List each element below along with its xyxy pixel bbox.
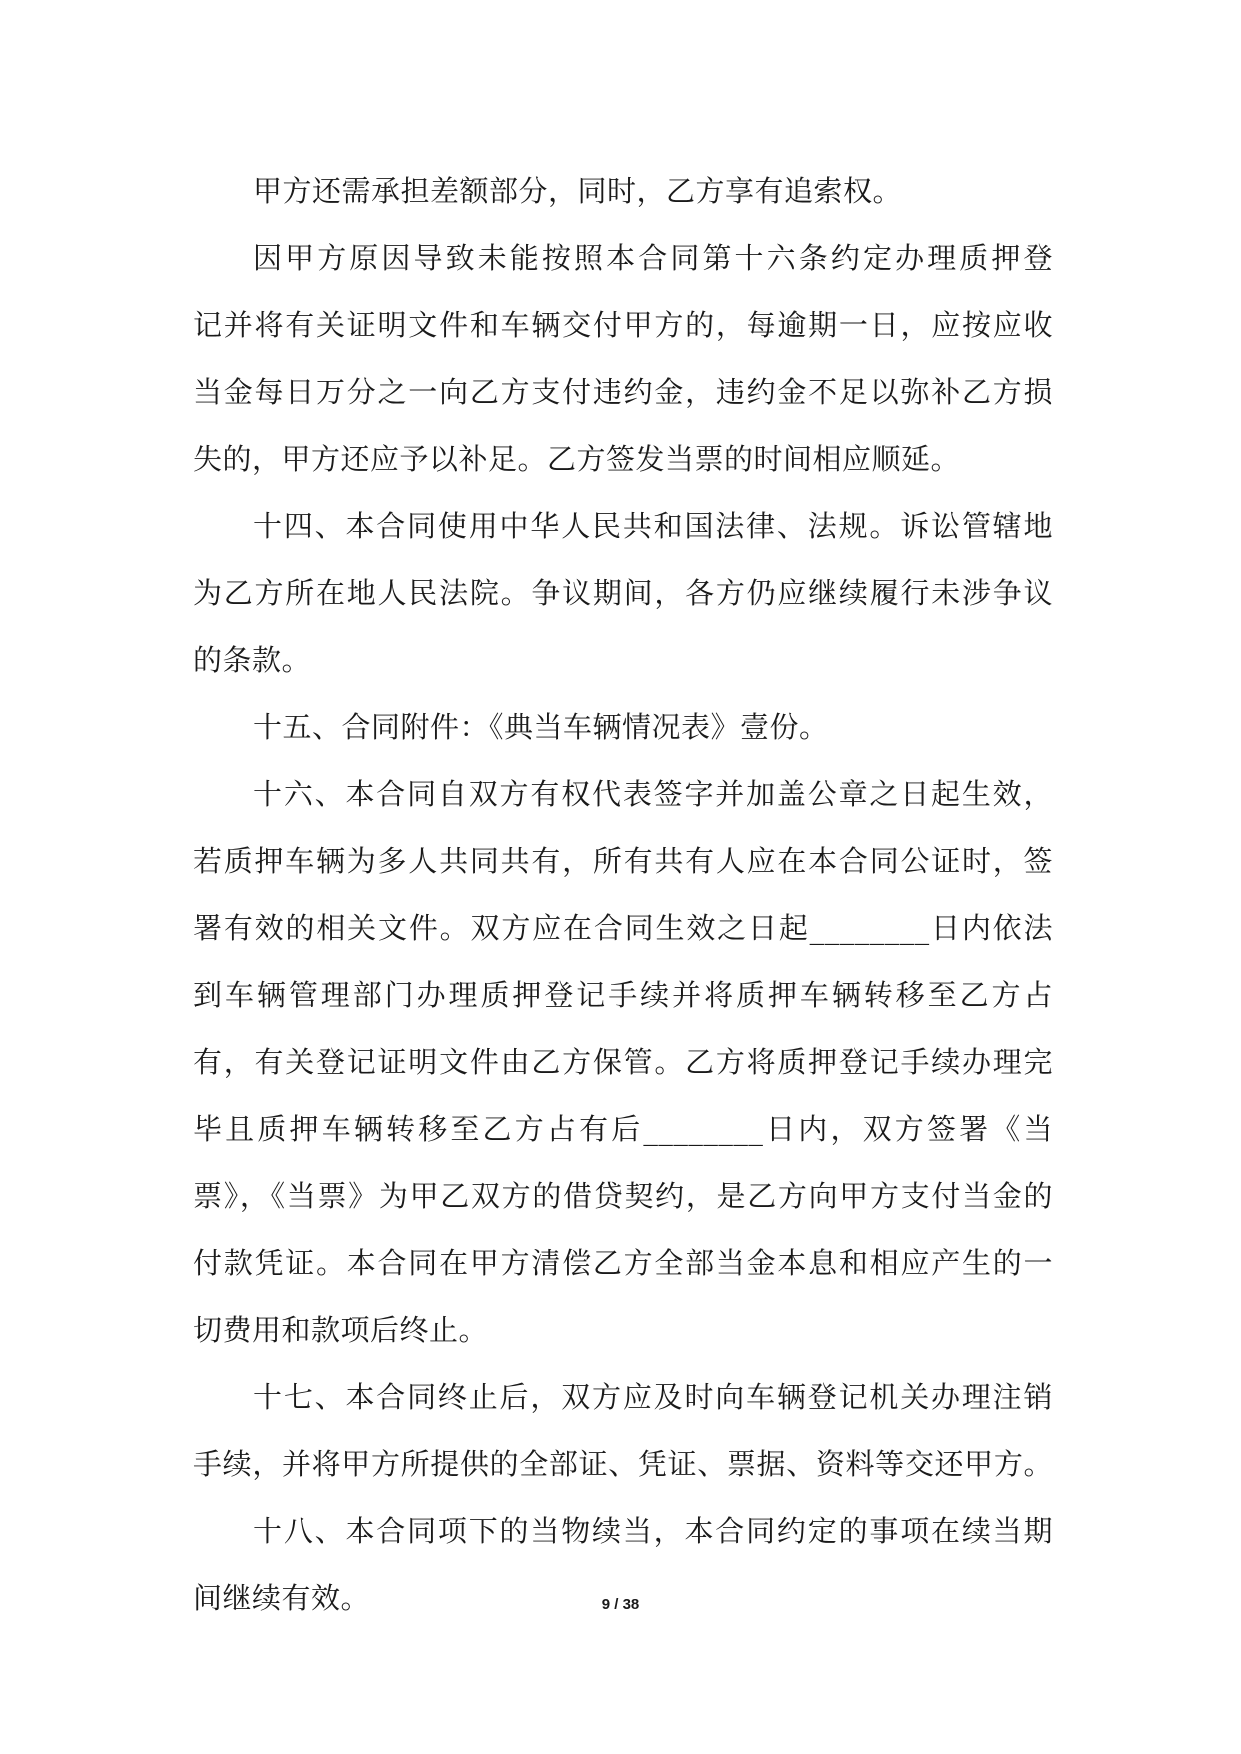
text-line: 记并将有关证明文件和车辆交付甲方的，每逾期一日，应按应收 [193,308,1053,342]
text-line: 若质押车辆为多人共同共有，所有共有人应在本合同公证时，签 [193,844,1053,878]
text-line: 十五、合同附件：《典当车辆情况表》壹份。 [253,710,829,744]
text-line: 因甲方原因导致未能按照本合同第十六条约定办理质押登 [253,241,1053,275]
text-line: 手续，并将甲方所提供的全部证、凭证、票据、资料等交还甲方。 [193,1447,1053,1481]
text-line: 甲方还需承担差额部分，同时，乙方享有追索权。 [253,174,903,208]
text-line: 切费用和款项后终止。 [193,1313,489,1347]
text-line: 十六、本合同自双方有权代表签字并加盖公章之日起生效， [253,777,1053,811]
text-line: 间继续有效。 [193,1581,371,1615]
text-line: 到车辆管理部门办理质押登记手续并将质押车辆转移至乙方占 [193,978,1053,1012]
text-line: 票》，《当票》为甲乙双方的借贷契约，是乙方向甲方支付当金的 [193,1179,1053,1213]
text-line: 十七、本合同终止后，双方应及时向车辆登记机关办理注销 [253,1380,1053,1414]
text-line: 署有效的相关文件。双方应在合同生效之日起________日内依法 [193,911,1053,945]
text-line: 失的，甲方还应予以补足。乙方签发当票的时间相应顺延。 [193,442,961,476]
text-line: 的条款。 [193,643,312,677]
text-line: 为乙方所在地人民法院。争议期间，各方仍应继续履行未涉争议 [193,576,1053,610]
text-line: 当金每日万分之一向乙方支付违约金，违约金不足以弥补乙方损 [193,375,1053,409]
document-body [193,158,1053,1632]
page-number: 9 / 38 [601,1596,640,1613]
text-line: 毕且质押车辆转移至乙方占有后________日内，双方签署《当 [193,1112,1053,1146]
text-line: 付款凭证。本合同在甲方清偿乙方全部当金本息和相应产生的一 [193,1246,1053,1280]
text-line: 有，有关登记证明文件由乙方保管。乙方将质押登记手续办理完 [193,1045,1053,1079]
text-line: 十四、本合同使用中华人民共和国法律、法规。诉讼管辖地 [253,509,1053,543]
text-line: 十八、本合同项下的当物续当，本合同约定的事项在续当期 [253,1514,1053,1548]
